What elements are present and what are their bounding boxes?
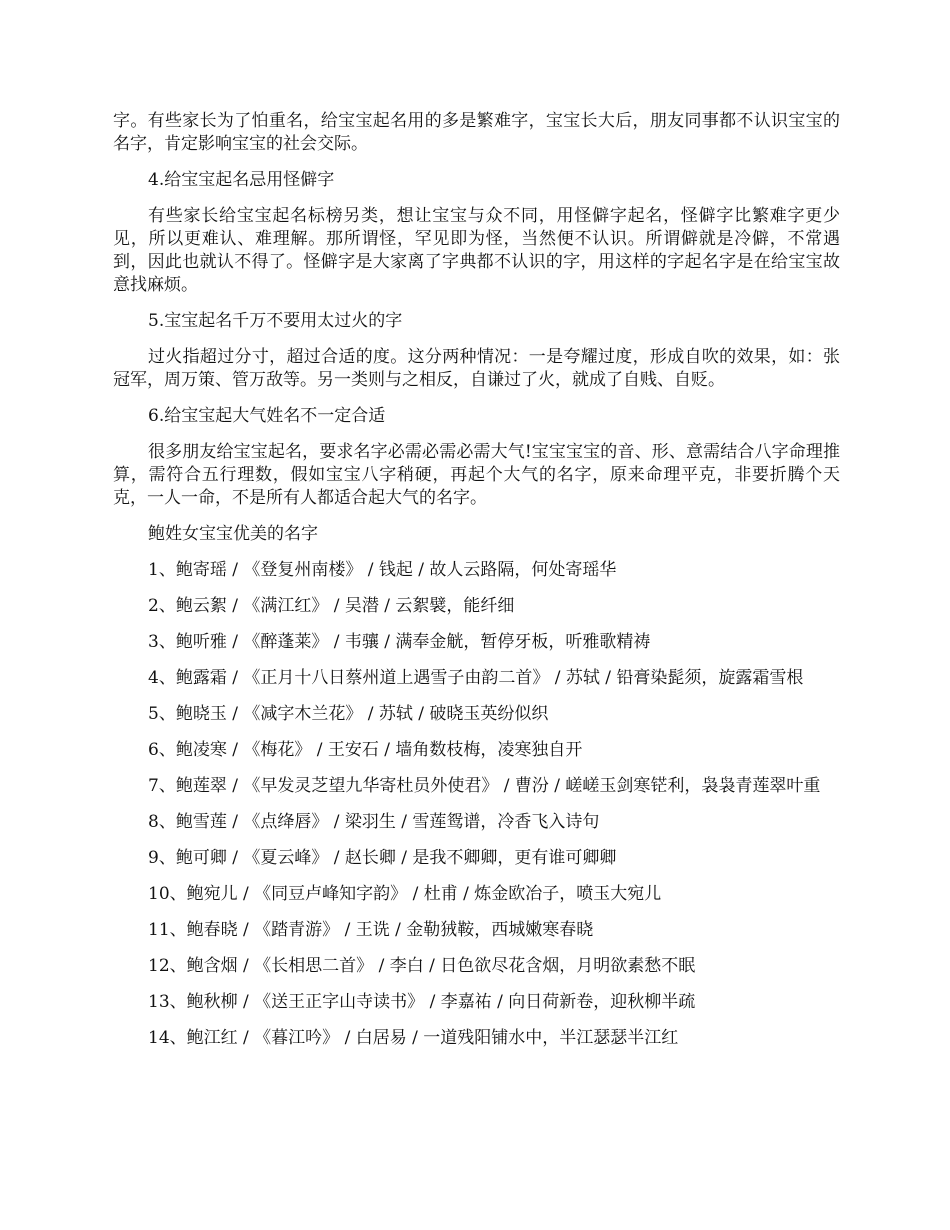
name-item-6: 6、鲍凌寒 / 《梅花》 / 王安石 / 墙角数枝梅，凌寒独自开: [148, 740, 583, 760]
section-heading-6: 6.给宝宝起大气姓名不一定合适: [148, 406, 386, 426]
name-item-13: 13、鲍秋柳 / 《送王正字山寺读书》 / 李嘉祐 / 向日荷新卷，迎秋柳半疏: [148, 992, 696, 1012]
name-item-9: 9、鲍可卿 / 《夏云峰》 / 赵长卿 / 是我不卿卿，更有谁可卿卿: [148, 848, 617, 868]
name-item-8: 8、鲍雪莲 / 《点绛唇》 / 梁羽生 / 雪莲鸳谱，冷香飞入诗句: [148, 812, 600, 832]
names-list-heading: 鲍姓女宝宝优美的名字: [148, 524, 318, 544]
paragraph-excessive-words: 过火指超过分寸，超过合适的度。这分两种情况：一是夸耀过度，形成自吹的效果，如：张冠军，周万策、管万敌等。另一类则与之相反，自谦过了火，就成了自贱、自贬。: [113, 347, 840, 390]
document-body: [113, 110, 840, 1063]
name-item-1: 1、鲍寄瑶 / 《登复州南楼》 / 钱起 / 故人云路隔，何处寄瑶华: [148, 560, 617, 580]
name-item-7: 7、鲍莲翠 / 《早发灵芝望九华寄杜员外使君》 / 曹汾 / 嵯嵯玉剑寒铓利，袅袅青莲翠叶重: [148, 776, 821, 796]
name-item-5: 5、鲍晓玉 / 《减字木兰花》 / 苏轼 / 破晓玉英纷似织: [148, 704, 549, 724]
name-item-12: 12、鲍含烟 / 《长相思二首》 / 李白 / 日色欲尽花含烟，月明欲素愁不眠: [148, 956, 696, 976]
name-item-2: 2、鲍云絮 / 《满江红》 / 吴潜 / 云絮襞，能纤细: [148, 596, 515, 616]
paragraph-rare-characters: 有些家长给宝宝起名标榜另类，想让宝宝与众不同，用怪僻字起名，怪僻字比繁难字更少见，所以更难认、难理解。那所谓怪，罕见即为怪，当然便不认识。所谓僻就是冷僻，不常遇到，因此也就认不得了。怪僻字是大家离了字典都不认识的字，用这样的字起名字是在给宝宝故意找麻烦。: [113, 206, 840, 295]
paragraph-grand-names: 很多朋友给宝宝起名，要求名字必需必需必需大气!宝宝宝宝的音、形、意需结合八字命理推算，需符合五行理数，假如宝宝八字稍硬，再起个大气的名字，原来命理平克，非要折腾个天克，一人一命，不是所有人都适合起大气的名字。: [113, 442, 840, 508]
name-item-11: 11、鲍春晓 / 《踏青游》 / 王诜 / 金勒狨鞍，西城嫩寒春晓: [148, 920, 594, 940]
section-heading-5: 5.宝宝起名千万不要用太过火的字: [148, 311, 403, 331]
paragraph-continuation: 字。有些家长为了怕重名，给宝宝起名用的多是繁难字，宝宝长大后，朋友同事都不认识宝宝的名字，肯定影响宝宝的社会交际。: [113, 111, 840, 154]
name-item-3: 3、鲍听雅 / 《醉蓬莱》 / 韦骧 / 满奉金觥，暂停牙板，听雅歌精祷: [148, 632, 651, 652]
section-heading-4: 4.给宝宝起名忌用怪僻字: [148, 170, 335, 190]
name-item-14: 14、鲍江红 / 《暮江吟》 / 白居易 / 一道残阳铺水中，半江瑟瑟半江红: [148, 1028, 679, 1048]
name-item-4: 4、鲍露霜 / 《正月十八日蔡州道上遇雪子由韵二首》 / 苏轼 / 铅膏染髭须，旋露霜雪根: [148, 668, 804, 688]
name-item-10: 10、鲍宛儿 / 《同豆卢峰知字韵》 / 杜甫 / 炼金欧冶子，喷玉大宛儿: [148, 884, 662, 904]
